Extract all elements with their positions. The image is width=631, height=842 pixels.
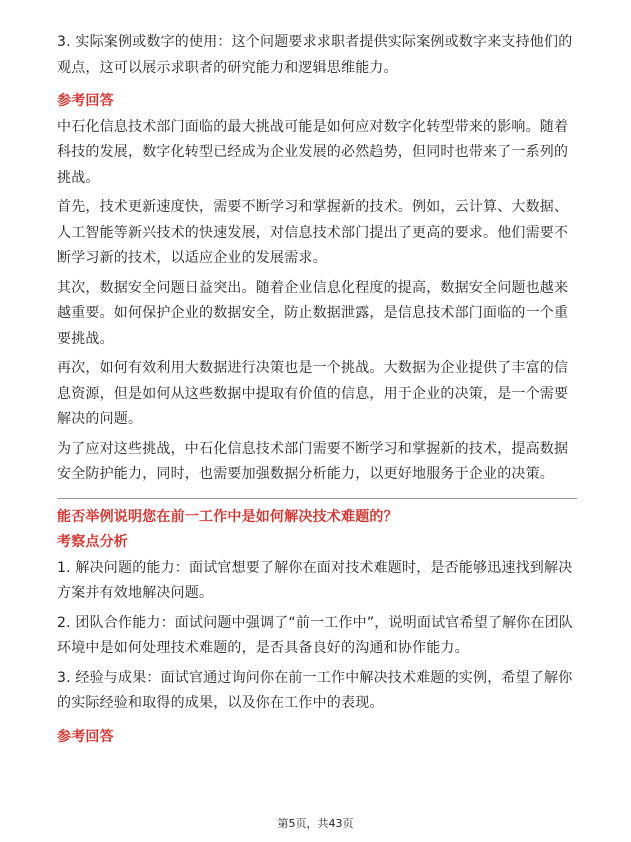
answer-paragraph-1: 中石化信息技术部门面临的最大挑战可能是如何应对数字化转型带来的影响。随着科技的发展，数字化转型已经成为企业发展的必然趋势，但同时也带来了一系列的挑战。 [57,118,569,186]
reference-answer-heading-2: 参考回答 [57,728,114,745]
answer-paragraph-3: 其次，数据安全问题日益突出。随着企业信息化程度的提高，数据安全问题也越来越重要。如何保护企业的数据安全，防止数据泄露，是信息技术部门面临的一个重要挑战。 [57,279,569,347]
reference-answer-heading: 参考回答 [57,93,114,109]
interview-question: 能否举例说明您在前一工作中是如何解决技术难题的？ [57,508,398,525]
document-page [57,30,577,750]
section-divider [57,498,577,499]
answer-paragraph-5: 为了应对这些挑战，中石化信息技术部门需要不断学习和掌握新的技术，提高数据安全防护能力，同时，也需要加强数据分析能力，以更好地服务于企业的决策。 [57,440,569,482]
answer-paragraph-2: 首先，技术更新速度快，需要不断学习和掌握新的技术。例如，云计算、大数据、人工智能等新兴技术的快速发展，对信息技术部门提出了更高的要求。他们需要不断学习新的技术，以适应企业的发展需求。 [57,199,569,266]
analysis-heading: 考察点分析 [57,534,128,550]
analysis-point-3: 3. 实际案例或数字的使用：这个问题要求求职者提供实际案例或数字来支持他们的观点，这可以展示求职者的研究能力和逻辑思维能力。 [57,34,573,76]
answer-paragraph-4: 再次，如何有效利用大数据进行决策也是一个挑战。大数据为企业提供了丰富的信息资源，但是如何从这些数据中提取有价值的信息，用于企业的决策，是一个需要解决的问题。 [57,360,569,427]
page-number: 第5页，共43页 [277,817,354,830]
analysis-point-2: 2. 团队合作能力：面试问题中强调了“前一工作中”，说明面试官希望了解你在团队环境中是如何处理技术难题的，是否具备良好的沟通和协作能力。 [57,614,574,656]
analysis-point-3b: 3. 经验与成果：面试官通过询问你在前一工作中解决技术难题的实例，希望了解你的实际经验和取得的成果，以及你在工作中的表现。 [57,669,573,711]
analysis-point-1: 1. 解决问题的能力：面试官想要了解你在面对技术难题时，是否能够迅速找到解决方案并有效地解决问题。 [57,559,573,601]
